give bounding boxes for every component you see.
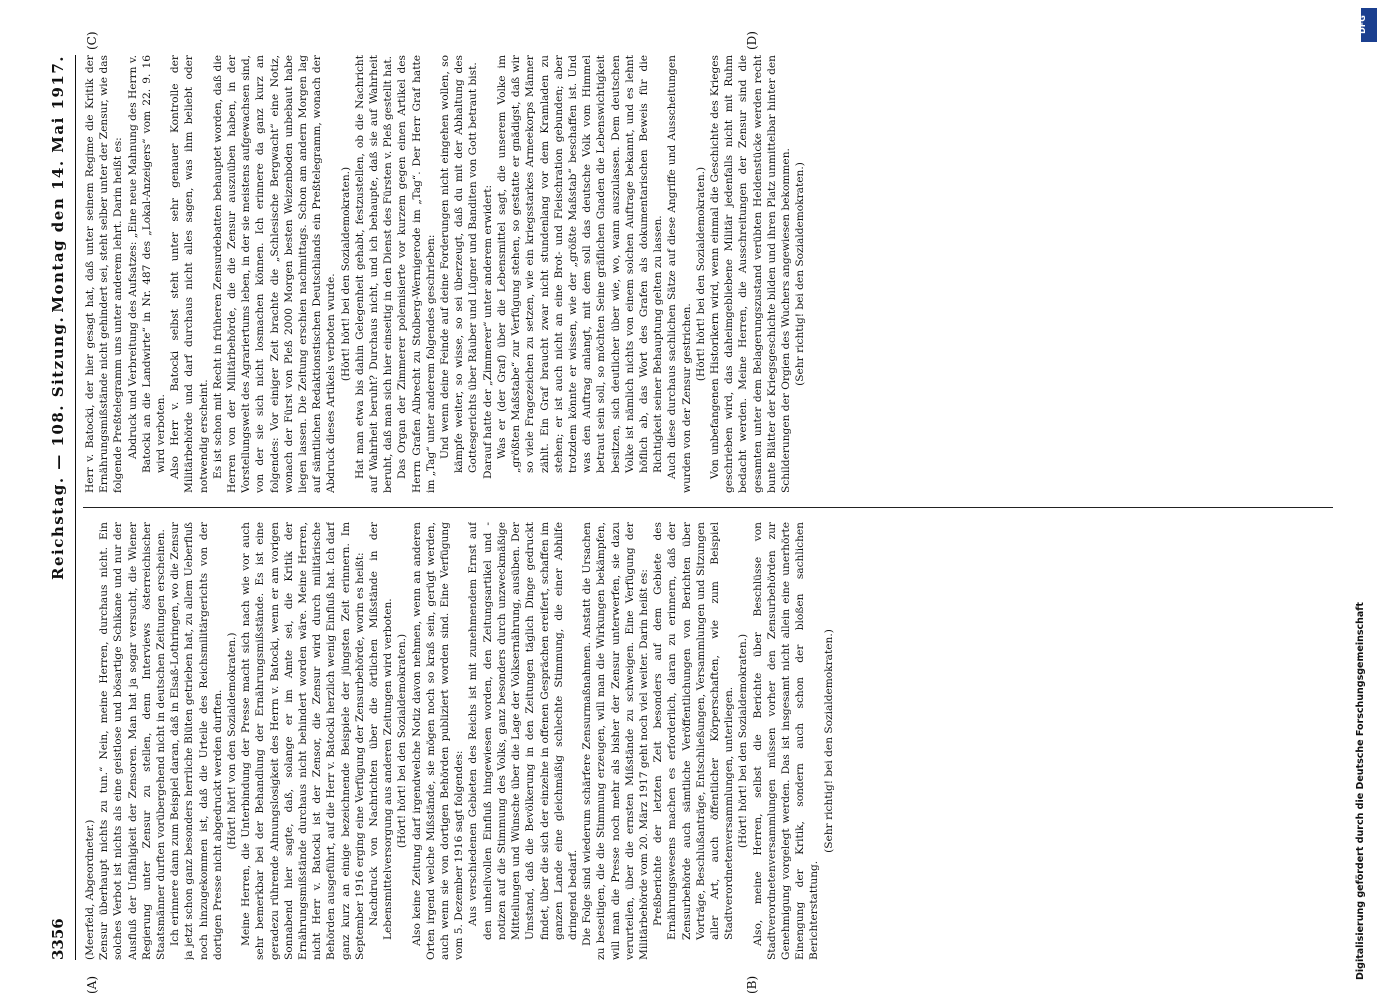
paragraph: Also keine Zeitung darf irgendwelche Notiz davon nehmen, wenn an anderen Orten irgend welche Mißstände, sie mögen noch so kraß sein, gerügt werden, auch wenn sie von dortigen Behörden publiziert worden sind. Eine Verfügung vom 5. Dezember 1916 sagt folgendes: xyxy=(410,522,466,960)
paragraph: Ich erinnere dann zum Beispiel daran, daß in Elsaß-Lothringen, wo die Zensur ja jetzt schon ganz besonders herrliche Blüten getrieben hat, zu allem Ueberfluß noch hinzugekommen ist, daß die Urteile des Reichsmilitärgerichts von der dortigen Presse nicht abgedruckt werden durften. xyxy=(169,522,224,960)
quotation: Preßberichte der letzten Zeit besonders auf dem Gebiete des Ernährungswesens machen es erforderlich, daran zu erinnern, daß der Zensurbehörde auch sämtliche Veröffentlichungen von Berichten über Vorträge, Beschlußanträge, Entschließungen, Versammlungen und Sitzungen aller Art, auch öffentlicher Körperschaften, wie zum Beispiel Stadtverordnetenversammlungen, unterliegen. xyxy=(652,522,736,940)
interjection: (Hört! hört! bei den Sozialdemokraten.) xyxy=(737,633,750,849)
page-header xyxy=(45,55,76,960)
paragraph: Von unbefangenen Historikern wird, wenn einmal die Geschichte des Krieges geschrieben wird, das daheimgebliebene Militär jedenfalls nicht mit Ruhm bedacht werden. Meine Herren, die Ausschreitungen der Zensur sind die gesamten unter dem Belagerungszustand verübten Heldenstücke werden recht bunte Blätter der Kriegsgeschichte bilden und ihren Platz unmittelbar hinter den Schilderungen der Orgien des Wuchers angewiesen bekommen. xyxy=(708,55,792,493)
paragraph: Auch diese durchaus sachlichen Sätze auf diese Angriffe und Ausscheitungen wurden von der Zensur gestrichen. xyxy=(666,55,693,493)
column-divider xyxy=(83,507,1333,508)
interjection: (Hört! hört! bei den Sozialdemokraten.) xyxy=(694,166,707,382)
quotation: Abdruck und Verbreitung des Aufsatzes: „Eine neue Mahnung des Herrn v. Batocki an die Landwirte“ in Nr. 487 des „Lokal-Anzeigers“ vom 22. 9. 16 wird verboten. xyxy=(126,55,168,473)
paragraph: Die Folge sind wiederum schärfere Zensurmaßnahmen. Anstatt die Ursachen zu beseitigen, die die Stimmung erzeugen, will man die Wirkungen bekämpfen, will man die Presse noch mehr als bisher der Zensur unterwerfen, sie dazu verurteilen, über die ernsten Mißstände zu schweigen. Eine Verfügung der Militärbehörde vom 20. März 1917 geht noch viel weiter. Darin heißt es: xyxy=(581,522,650,960)
paragraph: Herr v. Batocki, der hier gesagt hat, daß unter seinem Regime die Kritik der Ernährungsmißstände nicht gehindert sei, steht selber unter der Zensur, wie das folgende Preßtelegramm uns unter anderem lehrt. Darin heißt es: xyxy=(84,55,125,493)
margin-marker-b: (B) xyxy=(745,975,759,994)
right-column xyxy=(83,55,1333,493)
digitization-credit xyxy=(1355,20,1375,980)
paragraph: Also, meine Herren, selbst die Berichte über Beschlüsse von Stadtverordnetenversammlungen müssen vorher den Zensurbehörden zur Genehmigung vorgelegt werden. Das ist insgesamt nicht allein eine unerhörte Einengung der Kritik, sondern auch schon der bloßen sachlichen Berichterstattung. xyxy=(751,522,821,960)
paragraph: Also Herr v. Batocki selbst steht unter sehr genauer Kontrolle der Militärbehörde und darf durchaus nicht alles sagen, was ihm beliebt oder notwendig erscheint. xyxy=(169,55,210,493)
interjection: (Hört! hört! von den Sozialdemokraten.) xyxy=(226,632,239,850)
margin-marker-a: (A) xyxy=(85,975,99,994)
quotation: Und wenn deine Feinde auf deine Forderungen nicht eingehen wollen, so kämpfe weiter, so wisse, so sei überzeugt, daß du mit der Abhaltung des Gottesgerichts über Räuber und Lügner und Banditen von Gott betraut bist. xyxy=(439,55,480,473)
credit-text: Digitalisierung gefördert durch die Deutsche Forschungsgemeinschaft xyxy=(1355,602,1366,980)
quotation: Was er (der Graf) über die Lebensmittel sagt, die unserem Volke im „größten Maßstabe“ zur Verfügung stehen, so gestatte er gnädigst, daß wir so viele Fragezeichen zu setzen, wie ein kriegsstarkes Armeekorps Männer zählt. Ein Graf braucht zwar nicht stundenlang vor dem Kramladen zu stehen; er ist auch nicht an eine Brot- und Fleischration gebunden; aber trotzdem könnte er wissen, wie der „größte Maßstab“ beschaffen ist. Und was den Auftrag anlangt, mit dem soll das deutsche Volk vom Himmel betraut sein soll, so möchten Seine gräflichen Gnaden die Lebenswichtigkeit besitzen, sich deutlicher über wie, wo, wann auszulassen. Dem deutschen Volke ist nämlich nichts von einem solchen Auftrage bekannt, und es lehnt höflich ab, das Wort des Grafen als dokumentarischen Beweis für die Richtigkeit seiner Behauptung gelten zu lassen. xyxy=(495,55,665,473)
paragraph: Meine Herren, die Unterbindung der Presse macht sich nach wie vor auch sehr bemerkbar bei der Behandlung der Ernährungsmißstände. Es ist eine geradezu rührende Ahnungslosigkeit des Herrn v. Batocki, wenn er am vorigen Sonnabend hier sagte, daß, solange er im Amte sei, die Kritik der Ernährungsmißstände durchaus nicht behindert worden wäre. Meine Herren, nicht Herr v. Batocki ist der Zensor, die Zensur wird durch militärische Behörden ausgeführt, auf die Herr v. Batocki herzlich wenig Einfluß hat. Ich darf ganz kurz an einige bezeichnende Beispiele der jüngsten Zeit erinnern. Im September 1916 erging eine Verfügung der Zensurbehörde, worin es heißt: xyxy=(240,522,366,960)
paragraph: Darauf hatte der „Zimmerer“ unter anderem erwidert: xyxy=(481,184,494,479)
page-body xyxy=(45,31,1345,994)
paragraph: Hat man etwa bis dahin Gelegenheit gehabt, festzustellen, ob die Nachricht auf Wahrheit beruht? Durchaus nicht, und ich behaupte, daß sie auf Wahrheit beruht, daß man sich hier einseitig in den Dienst des Fürsten v. Pleß gestellt hat. xyxy=(353,55,395,493)
left-column xyxy=(83,522,1333,960)
interjection: (Sehr richtig! bei den Sozialdemokraten.) xyxy=(822,629,835,853)
session-date: Montag den 14. Mai 1917. xyxy=(49,55,67,313)
margin-marker-c: (C) xyxy=(85,31,99,50)
paragraph: Zensur überhaupt nichts zu tun.“ Nein, meine Herren, durchaus nicht. Ein solches Verbot ist nichts als eine geistlose und bösartige Schikane und nur der Ausfluß der Unfähigkeit der Zensoren. Man hat ja sogar versucht, die Wiener Regierung unter Zensur zu stellen, denn Interviews österreichischer Staatsmänner durften vorübergehend nicht in deutschen Zeitungen erscheinen. xyxy=(98,522,168,960)
quotation: Aus verschiedenen Gebieten des Reichs ist mit zunehmendem Ernst auf den unheilvollen Einfluß hingewiesen worden, den Zeitungsartikel und -notizen auf die Stimmung des Volks, ganz besonders durch unzweckmäßige Mitteilungen und Wünsche über die Lage der Volksernährung, ausüben. Der Umstand, daß die Bevölkerung in den Zeitungen täglich Dinge gedruckt findet, über die sich der einzelne in offenen Gesprächen ereifert, schaffen im ganzen Lande eine gleichmäßig schlechte Stimmung, die einer Abhilfe dringend bedarf. xyxy=(467,522,579,940)
paragraph: Das Organ der Zimmerer polemisierte vor kurzem gegen einen Artikel des Herrn Grafen Albrecht zu Stolberg-Wernigerode im „Tag“. Der Herr Graf hatte im „Tag“ unter anderem folgendes geschrieben: xyxy=(396,55,437,493)
dfg-logo: DFG xyxy=(1361,8,1377,42)
interjection: (Sehr richtig! bei den Sozialdemokraten.) xyxy=(794,162,807,386)
margin-marker-d: (D) xyxy=(745,31,759,50)
paragraph: Es ist schon mit Recht in früheren Zensurdebatten behauptet worden, daß die Herren von der Militärbehörde, die die Zensur auszuüben haben, in der Vorstellungswelt des Agrariertums leben, in der sie meistens aufgewachsen sind, von der sie sich nicht losmachen können. Ich erinnere da ganz kurz an folgendes: Vor einiger Zeit brachte die „Schlesische Bergwacht“ eine Notiz, wonach der Fürst von Pleß 2000 Morgen besten Weizenboden unbebaut habe liegen lassen. Die Zeitung erschien nachmittags. Schon am andern Morgen lag auf sämtlichen Redaktionstischen Deutschlands ein Preßtelegramm, wonach der Abdruck dieses Artikels verboten wurde. xyxy=(211,55,338,493)
speaker-label: (Meerfeld, Abgeordneter.) xyxy=(84,819,96,960)
interjection: (Hört! hört! bei den Sozialdemokraten.) xyxy=(396,633,409,849)
session-title: Reichstag. — 108. Sitzung. xyxy=(49,315,67,580)
page-number: 3356 xyxy=(49,918,67,960)
interjection: (Hört! hört! bei den Sozialdemokraten.) xyxy=(339,166,352,382)
quotation: Nachdruck von Nachrichten über die örtlichen Mißstände in der Lebensmittelversorgung aus anderen Zeitungen wird verboten. xyxy=(368,522,395,940)
